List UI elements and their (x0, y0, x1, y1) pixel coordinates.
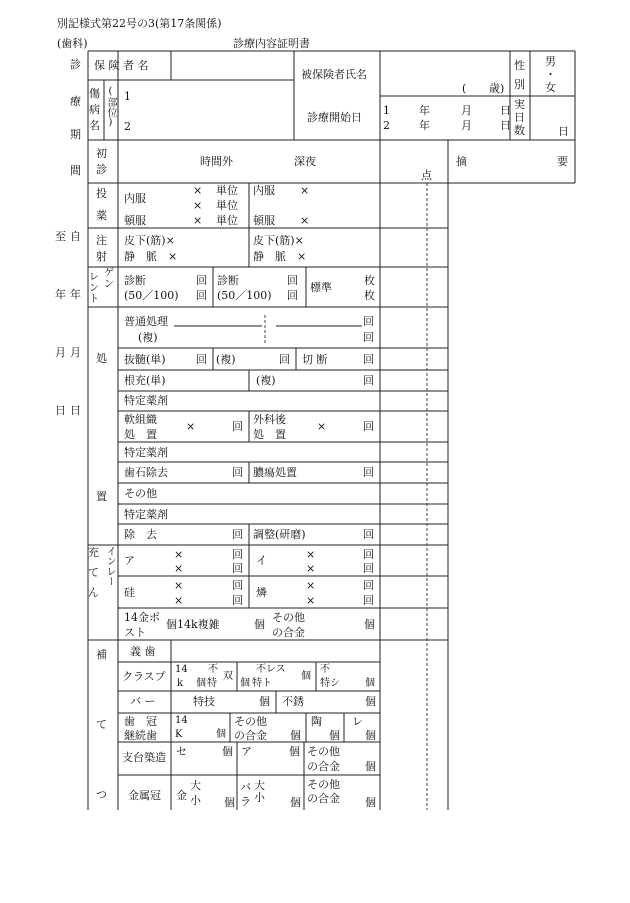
complex-14k: 14k複雑 (177, 618, 220, 631)
metal-ba: バ (240, 781, 251, 794)
clasp-label: クラスプ (122, 670, 166, 683)
med-x-2: × (193, 199, 203, 212)
metal-crown-label: 金属冠 (128, 789, 161, 802)
bar-stainless: 不銹 (282, 695, 304, 708)
label-kan: 間 (70, 164, 81, 177)
clasp-fu: 不 (208, 664, 218, 675)
abutment-ko-3: 個 (365, 760, 376, 773)
form-id: 別記様式第22号の3(第17条関係) (57, 17, 222, 30)
silicate-kai2: 回 (232, 594, 243, 607)
prosthesis-label-tsu: つ (96, 788, 107, 801)
xray-label-to: ト (89, 294, 99, 305)
xray-kai-1: 回 (196, 274, 207, 287)
intravenous-label: 静 脈 × (124, 250, 178, 263)
xray-label-n1: ン (89, 283, 99, 294)
xray-label-n2: ン (104, 279, 114, 290)
bar-special: 特技 (193, 695, 215, 708)
inlay-label: インレー (104, 546, 115, 586)
abutment-label: 支台築造 (122, 751, 166, 764)
soft-tissue-2: 処 置 (124, 428, 157, 441)
crown-resin: レ (352, 715, 363, 728)
silicate-x2: × (174, 594, 184, 607)
inlay-i: イ (256, 554, 267, 567)
xray-kai-2: 回 (196, 289, 207, 302)
filling-label-1: 充 (88, 546, 99, 559)
scaling-label: 歯石除去 (124, 466, 168, 479)
days-unit: 日 (558, 125, 569, 138)
metal-dai-2: 大 (254, 779, 265, 792)
disease-no-2: 2 (124, 120, 131, 133)
xray-diag-sub-1: (50／100) (124, 289, 179, 302)
metal-other-1: その他 (307, 778, 340, 791)
xray-label-ge: ゲ (104, 268, 114, 279)
insurer-name-label: 保 険 者 名 (94, 59, 149, 72)
inj-label-2: 射 (96, 250, 107, 263)
subcutaneous-label: 皮下(筋)× (124, 234, 175, 247)
start-1-month: 月 (461, 104, 472, 117)
bar-ko-1: 個 (259, 695, 270, 708)
crown-label-2: 継続歯 (124, 729, 157, 742)
xray-kai-4: 回 (287, 289, 298, 302)
disease-label-3: 名 (89, 119, 100, 132)
label-ryo: 療 (70, 95, 81, 108)
metal-ko-3: 個 (365, 796, 376, 809)
other-alloy-ko: 個 (364, 618, 375, 631)
pulpectomy-kai: 回 (196, 353, 207, 366)
complex-ko: 個 (254, 618, 265, 631)
label-nen-to: 年 (55, 288, 66, 301)
post-surgery-2: 処 置 (253, 428, 286, 441)
specific-drug-2: 特定薬剤 (124, 446, 168, 459)
sex-female: 女 (545, 81, 556, 94)
clasp-ko-4: 個 (365, 678, 375, 689)
med-unit-2: 単位 (216, 199, 238, 212)
crown-ko-3: 個 (329, 729, 340, 742)
start-1-no: 1 (383, 104, 390, 117)
root-filling-single: 根充(単) (124, 374, 166, 387)
metal-kin: 金 (176, 789, 187, 802)
other-alloy-1: その他 (272, 611, 305, 624)
inlay-i-kai2: 回 (363, 562, 374, 575)
xray-mai-2: 枚 (364, 289, 375, 302)
start-2-no: 2 (383, 119, 390, 132)
filling-label-3: ん (88, 586, 99, 599)
label-ji: 自 (70, 230, 81, 243)
xray-diag-2: 診断 (217, 274, 239, 287)
naifuku-label-2: 内服 (253, 184, 275, 197)
med-label-1: 投 (96, 187, 107, 200)
specific-drug-1: 特定薬剤 (124, 394, 168, 407)
root-filling-kai: 回 (363, 374, 374, 387)
general-treatment-sub: (複) (138, 331, 158, 344)
soft-tissue-kai: 回 (232, 420, 243, 433)
abscess-kai: 回 (363, 466, 374, 479)
soft-tissue-1: 軟組織 (124, 413, 157, 426)
xray-label-re: レ (89, 272, 99, 283)
med-label-2: 薬 (96, 209, 107, 222)
metal-ko-2: 個 (290, 796, 301, 809)
abutment-ko-2: 個 (289, 745, 300, 758)
label-shin: 診 (70, 58, 81, 71)
intravenous-label-2: 静 脈 × (253, 250, 307, 263)
general-treatment: 普通処理 (124, 315, 168, 328)
med-x-3: × (193, 214, 203, 227)
silicate-x1: × (174, 579, 184, 592)
disease-no-1: 1 (124, 90, 131, 103)
clasp-toku: 特 (207, 678, 217, 689)
clasp-fu-3: 不 (320, 664, 330, 675)
clasp-ko-3: 個 (301, 671, 311, 682)
metal-dai-1: 大 (190, 779, 201, 792)
metal-sho-2: 小 (254, 791, 265, 804)
age-paren: ( (462, 82, 467, 95)
start-1-year: 年 (419, 104, 430, 117)
inlay-a-kai2: 回 (232, 562, 243, 575)
pulpectomy-single: 抜髄(単) (124, 353, 166, 366)
crown-other-1: その他 (234, 715, 267, 728)
inlay-a-x2: × (174, 562, 184, 575)
xray-kai-3: 回 (287, 274, 298, 287)
post-surgery-1: 外科後 (253, 413, 286, 426)
subcutaneous-label-2: 皮下(筋)× (253, 234, 304, 247)
metal-sho-1: 小 (190, 794, 201, 807)
metal-other-2: の合金 (307, 792, 340, 805)
general-kai-2: 回 (363, 331, 374, 344)
filling-label-2: て (88, 566, 99, 579)
sex-male: 男 (545, 55, 556, 68)
med-x-1: × (193, 184, 203, 197)
general-kai-1: 回 (363, 315, 374, 328)
sex-dot: ・ (545, 68, 556, 81)
removal-label: 除 去 (124, 528, 157, 541)
inlay-i-kai1: 回 (363, 548, 374, 561)
crown-ko-1: 個 (216, 729, 226, 740)
post-surgery-x: × (317, 420, 327, 433)
gold-post-ko: 個 (166, 618, 177, 631)
abutment-ko-1: 個 (222, 745, 233, 758)
page-title: 診療内容証明書 (233, 37, 310, 50)
other-label: その他 (124, 487, 157, 500)
remarks-label-2: 要 (557, 155, 568, 168)
first-visit-label-2: 診 (96, 163, 107, 176)
inlay-a-kai1: 回 (232, 548, 243, 561)
clasp-14: 14 (175, 664, 188, 675)
xray-standard: 標準 (310, 281, 332, 294)
crown-K: K (175, 729, 183, 740)
remarks-label-1: 摘 (456, 155, 467, 168)
disease-label-1: 傷 (89, 87, 100, 100)
treatment-label-sho: 処 (96, 352, 107, 365)
clasp-k: k (177, 678, 184, 689)
sex-label-1: 性 (514, 59, 525, 72)
prosthesis-label-ho: 補 (96, 648, 107, 661)
start-1-day: 日 (500, 104, 511, 117)
amputation: 切 断 (302, 353, 328, 366)
crown-porcelain: 陶 (311, 715, 322, 728)
start-2-year: 年 (419, 119, 430, 132)
post-surgery-kai: 回 (363, 420, 374, 433)
start-2-day: 日 (500, 119, 511, 132)
crown-14: 14 (175, 715, 188, 726)
removal-kai: 回 (232, 528, 243, 541)
label-ki: 期 (70, 128, 81, 141)
treatment-label-chi: 置 (96, 490, 107, 503)
silicate: 硅 (124, 586, 135, 599)
inlay-a: ア (124, 554, 135, 567)
label-hi-from: 日 (70, 404, 81, 417)
crown-ko-4: 個 (365, 729, 376, 742)
specific-drug-3: 特定薬剤 (124, 508, 168, 521)
gold-post-1: 14金ポ (124, 611, 160, 624)
med-x-5: × (300, 214, 310, 227)
med-x-4: × (300, 184, 310, 197)
abutment-other-1: その他 (307, 745, 340, 758)
other-alloy-2: の合金 (272, 626, 305, 639)
first-visit-label-1: 初 (96, 147, 107, 160)
inlay-a-x1: × (174, 548, 184, 561)
inlay-i-x2: × (306, 562, 316, 575)
age-unit: 歳) (489, 82, 505, 95)
prosthesis-label-te: て (96, 718, 107, 731)
label-hi-to: 日 (55, 404, 66, 417)
crown-other-2: の合金 (234, 729, 267, 742)
clasp-tokushi: 特シ (320, 678, 340, 689)
pulpectomy-multi: (複) (216, 353, 236, 366)
adjustment-kai: 回 (363, 528, 374, 541)
label-tsuki-to: 月 (55, 346, 66, 359)
phosphate-kai2: 回 (363, 594, 374, 607)
soft-tissue-x: × (186, 420, 196, 433)
start-date-label: 診療開始日 (307, 111, 362, 124)
disease-site-label: (部位) (105, 86, 116, 128)
clasp-tokuto: 特ト (252, 678, 272, 689)
clasp-fu-res: 不レス (256, 664, 286, 675)
abscess-label: 膿瘍処置 (253, 466, 297, 479)
days-label-2: 日 (514, 111, 525, 124)
label-tsuki-from: 月 (70, 346, 81, 359)
silicate-kai1: 回 (232, 579, 243, 592)
points-label: 点 (421, 169, 432, 182)
xray-diag-1: 診断 (124, 274, 146, 287)
start-2-month: 月 (461, 119, 472, 132)
root-filling-multi: (複) (256, 374, 276, 387)
metal-ra: ラ (240, 795, 251, 808)
tonpuku-label-2: 頓服 (253, 214, 275, 227)
pulpectomy-multi-kai: 回 (279, 353, 290, 366)
xray-diag-sub-2: (50／100) (217, 289, 272, 302)
tonpuku-label: 頓服 (124, 214, 146, 227)
days-label-3: 数 (514, 124, 525, 137)
xray-mai-1: 枚 (364, 274, 375, 287)
days-label-1: 実 (514, 98, 525, 111)
amputation-kai: 回 (363, 353, 374, 366)
med-unit-1: 単位 (216, 184, 238, 197)
bar-label: バ ー (130, 695, 156, 708)
form-category: (歯科) (57, 37, 88, 50)
disease-label-2: 病 (89, 103, 100, 116)
phosphate-x2: × (306, 594, 316, 607)
inlay-i-x1: × (306, 548, 316, 561)
inj-label-1: 注 (96, 234, 107, 247)
midnight-label: 深夜 (294, 155, 316, 168)
scaling-kai: 回 (232, 466, 243, 479)
abutment-se: セ (176, 745, 187, 758)
clasp-ko-1: 個 (196, 678, 206, 689)
naifuku-label: 内服 (124, 192, 146, 205)
denture-label: 義 歯 (130, 645, 156, 658)
bar-ko-2: 個 (365, 695, 376, 708)
label-nen-from: 年 (70, 288, 81, 301)
sex-label-2: 別 (514, 78, 525, 91)
phosphate-x1: × (306, 579, 316, 592)
metal-ko-1: 個 (224, 796, 235, 809)
abutment-other-2: の合金 (307, 760, 340, 773)
phosphate-kai1: 回 (363, 579, 374, 592)
clasp-sou: 双 (223, 671, 233, 682)
overtime-label: 時間外 (200, 155, 233, 168)
crown-label-1: 歯 冠 (124, 715, 157, 728)
med-unit-3: 単位 (216, 214, 238, 227)
insured-name-label: 被保険者氏名 (301, 68, 367, 81)
crown-ko-2: 個 (290, 729, 301, 742)
gold-post-2: スト (124, 626, 146, 639)
clasp-ko-2: 個 (240, 678, 250, 689)
adjustment-label: 調整(研磨) (253, 528, 306, 541)
abutment-a: ア (241, 745, 252, 758)
phosphate: 燐 (256, 586, 267, 599)
label-shi: 至 (55, 230, 66, 243)
